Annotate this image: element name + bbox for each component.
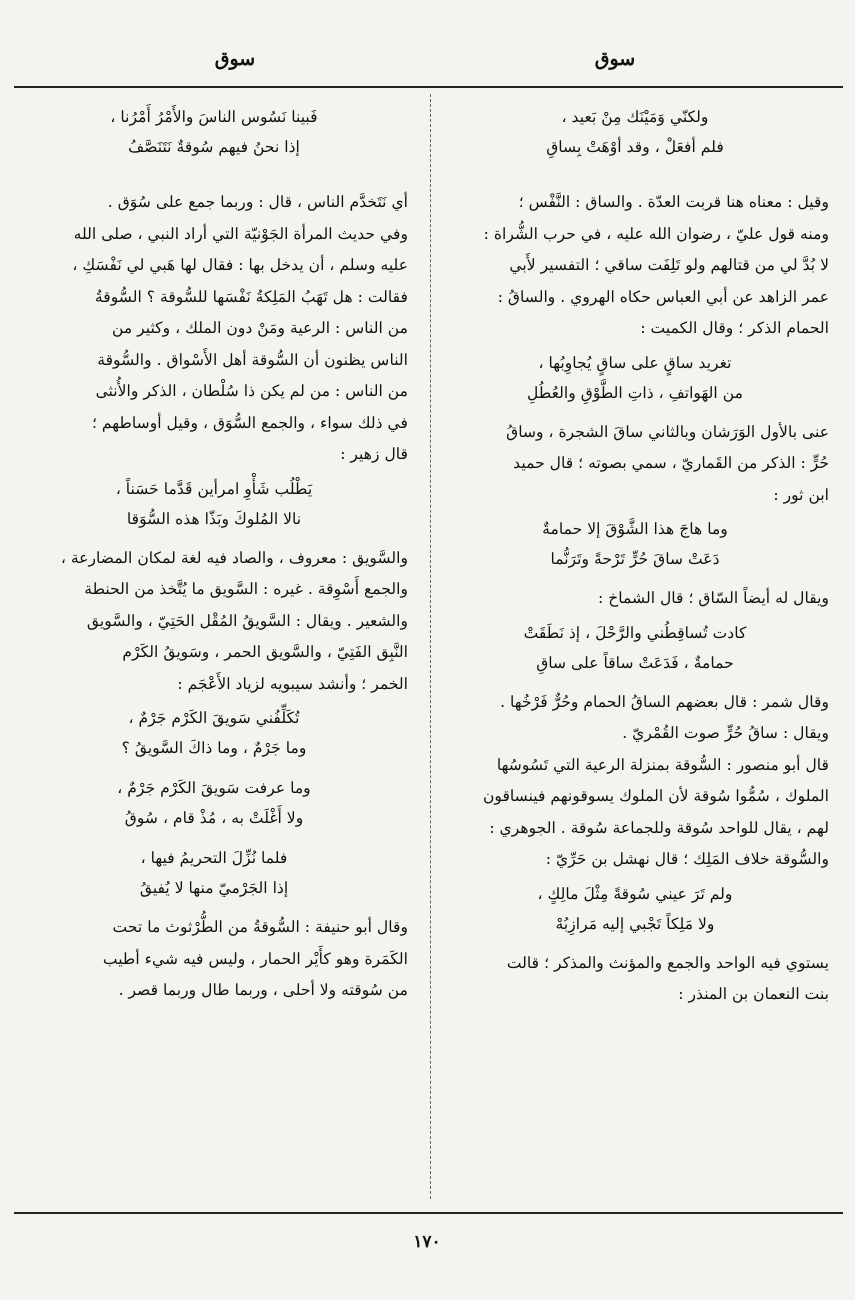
verse [441,618,829,678]
text-line: من الناس : الرعية ومَنْ دون الملك ، وكثير من [111,319,408,337]
column-divider [430,94,431,1199]
text-line: والسَّويق : معروف ، والصاد فيه لغة لمكان المضارعة ، [60,548,408,567]
text-line: ابن ثور : [773,485,829,504]
verse-line: نالا المُلوكَ وبَذّا هذه السُّوَقا [126,509,302,528]
text-line: الناس يظنون أن السُّوقة أهل الأَسْواق . والسُّوقة [97,350,408,369]
right-column [441,98,829,1012]
text-line: وقال أبو حنيفة : السُّوقةُ من الطُّرْثوث ما تحت [112,918,408,936]
verse-line: وما جَرْمٌ ، وما ذاكَ السَّويقُ ؟ [121,739,307,757]
text-line: لا بُدَّ لي من قتالهم ولو تَلِفَت ساقي ؛ التفسير لأَبي [509,256,829,274]
text-line: حُرٍّ : الذكر من القَماريّ ، سمي بصوته ؛ قال حميد [513,454,829,472]
text-line: ويقال له أيضاً السّاق ؛ قال الشماخ : [597,589,829,607]
text-line: قال زهير : [340,445,408,463]
verse [441,102,829,162]
verse-line: دَعَتْ ساقَ حُرٍّ تَرْحةً وتَرَنُّما [550,550,720,568]
verse [20,703,408,763]
verse [441,514,829,574]
verse-line: فلما نُزِّلَ التحريمُ فيها ، [140,849,288,867]
page-number: ١٧٠ [413,1232,441,1252]
text-line: وقال شمر : قال بعضهم الساقُ الحمام وحُرٌّ فَرْخُها . [500,692,829,711]
verse-line: حمامةٌ ، فَدَعَتْ ساقاً على ساقِ [536,653,734,672]
verse [20,843,408,903]
text-line: وقيل : معناه هنا قربت العدّة . والساق : النَّفْس ؛ [518,193,829,211]
footer-rule [14,1212,843,1214]
header-rule [14,86,843,88]
text-line: في ذلك سواء ، والجمع السُّوَق ، وقيل أوساطهم ؛ [91,413,408,432]
text-line: الملوك ، سُمُّوا سُوقة لأن الملوك يسوقونهم فينساقون [482,787,829,805]
text-line: والجمع أَسْوِقة . غيره : السَّويق ما يُتَّخذ من الحنطة [84,580,408,598]
verse-line: ولا أَغْلَتْ به ، مُذْ قام ، سُوقُ [124,809,304,827]
verse-line: ولا مَلِكاً تَجْبي إليه مَرازِبُهْ [555,914,715,933]
text-line: الكَمَرة وهو كأَيْر الحمار ، وليس فيه شيء أطيب [102,949,408,968]
verse [20,773,408,833]
text-line: الحمام الذكر ؛ وقال الكميت : [640,319,829,337]
text-line: يستوي فيه الواحد والجمع والمؤنث والمذكر ؛ قالت [506,953,829,972]
verse-line: تُكَلِّفُني سَويقَ الكَرْم جَرْمٌ ، [128,709,300,727]
verse-line: إذا الجَرْميّ منها لا يُفيقُ [139,879,289,897]
text-line: ومنه قول عليّ ، رضوان الله عليه ، في حرب الشُّراة : [483,224,829,243]
text-line: من الناس : من لم يكن ذا سُلْطان ، الذكر والأُنثى [95,382,408,400]
verse-line: فَبينا نَسُوس الناسَ والأَمْرُ أَمْرُنا ، [110,108,318,126]
text-line: بنت النعمان بن المنذر : [678,985,829,1003]
verse [20,474,408,534]
text-line: عمر الزاهد عن أبي العباس حكاه الهروي . والساقُ : [497,287,829,306]
text-line: لهم ، يقال للواحد سُوقة وللجماعة سُوقة . الجوهري : [489,818,829,837]
text-line: وفي حديث المرأة الجَوْنيّة التي أراد النبي ، صلى الله [73,224,408,243]
text-line: عنى بالأول الوَرَشان وبالثاني ساقَ الشجرة ، وساقُ [506,422,829,441]
text-line: فقالت : هل تَهَبُ المَلِكةُ نَفْسَها للسُّوقة ؟ السُّوقةُ [94,287,408,306]
text-line: الخمر ؛ وأنشد سيبويه لزياد الأَعْجَم : [177,674,408,693]
verse-line: ولكنّي وَمَيْنَك مِنْ بَعيد ، [561,108,709,126]
running-header-right: سوق [594,48,636,70]
verse [441,879,829,939]
verse-line: من الهَواتفِ ، ذاتِ الطَّوْقِ والعُطُلِ [527,383,743,402]
verse-line: إذا نحنُ فيهم سُوقةٌ نَتَنَصَّفُ [128,138,300,156]
verse [441,348,829,408]
verse-line: تغريد ساقٍ على ساقٍ يُجاوِبُها ، [538,353,732,372]
verse-line: فلم أفعَلْ ، وقد أوْهَتْ بِساقِ [546,138,724,156]
text-line: النَّبِق الفَتِيّ ، والسَّويق الحمر ، وسَويقُ الكَرْم [122,643,408,661]
text-line: من سُوقته ولا أحلى ، وربما طال وربما قصر . [118,981,408,999]
text-line: قال أبو منصور : السُّوقة بمنزلة الرعية التي تَسُوسُها [496,755,829,774]
text-line: ويقال : ساقُ حُرٍّ صوت القُمْريّ . [622,724,829,742]
text-line: والشعير . ويقال : السَّويقُ المُقْل الحَتِيّ ، والسَّويق [86,611,408,630]
verse-line: ولم تَرَ عيني سُوقةً مِثْلَ مالِكٍ ، [537,884,733,903]
verse-line: كادت تُساقِطُني والرَّحْلَ ، إذ نَطَقَتْ [523,623,747,642]
verse-line: وما هاجَ هذا الشَّوْقَ إلا حمامةٌ [542,520,728,538]
running-header-left: سوق [214,48,256,70]
text-line: والسُّوقة خلاف المَلِك ؛ قال نهشل بن حَرِّيّ : [545,850,829,868]
left-column [20,98,408,1008]
verse [20,102,408,162]
verse-line: يَطْلُب شَأْوِ امرأين قَدَّما حَسَناً ، [115,479,313,498]
verse-line: وما عرفت سَويقَ الكَرْم جَرْمٌ ، [117,779,311,797]
text-line: عليه وسلم ، أن يدخل بها : فقال لها هَبي لي نَفْسَكِ ، [72,256,408,274]
text-line: أي نَتَخدَّم الناس ، قال : وربما جمع على سُوَق . [107,193,408,211]
